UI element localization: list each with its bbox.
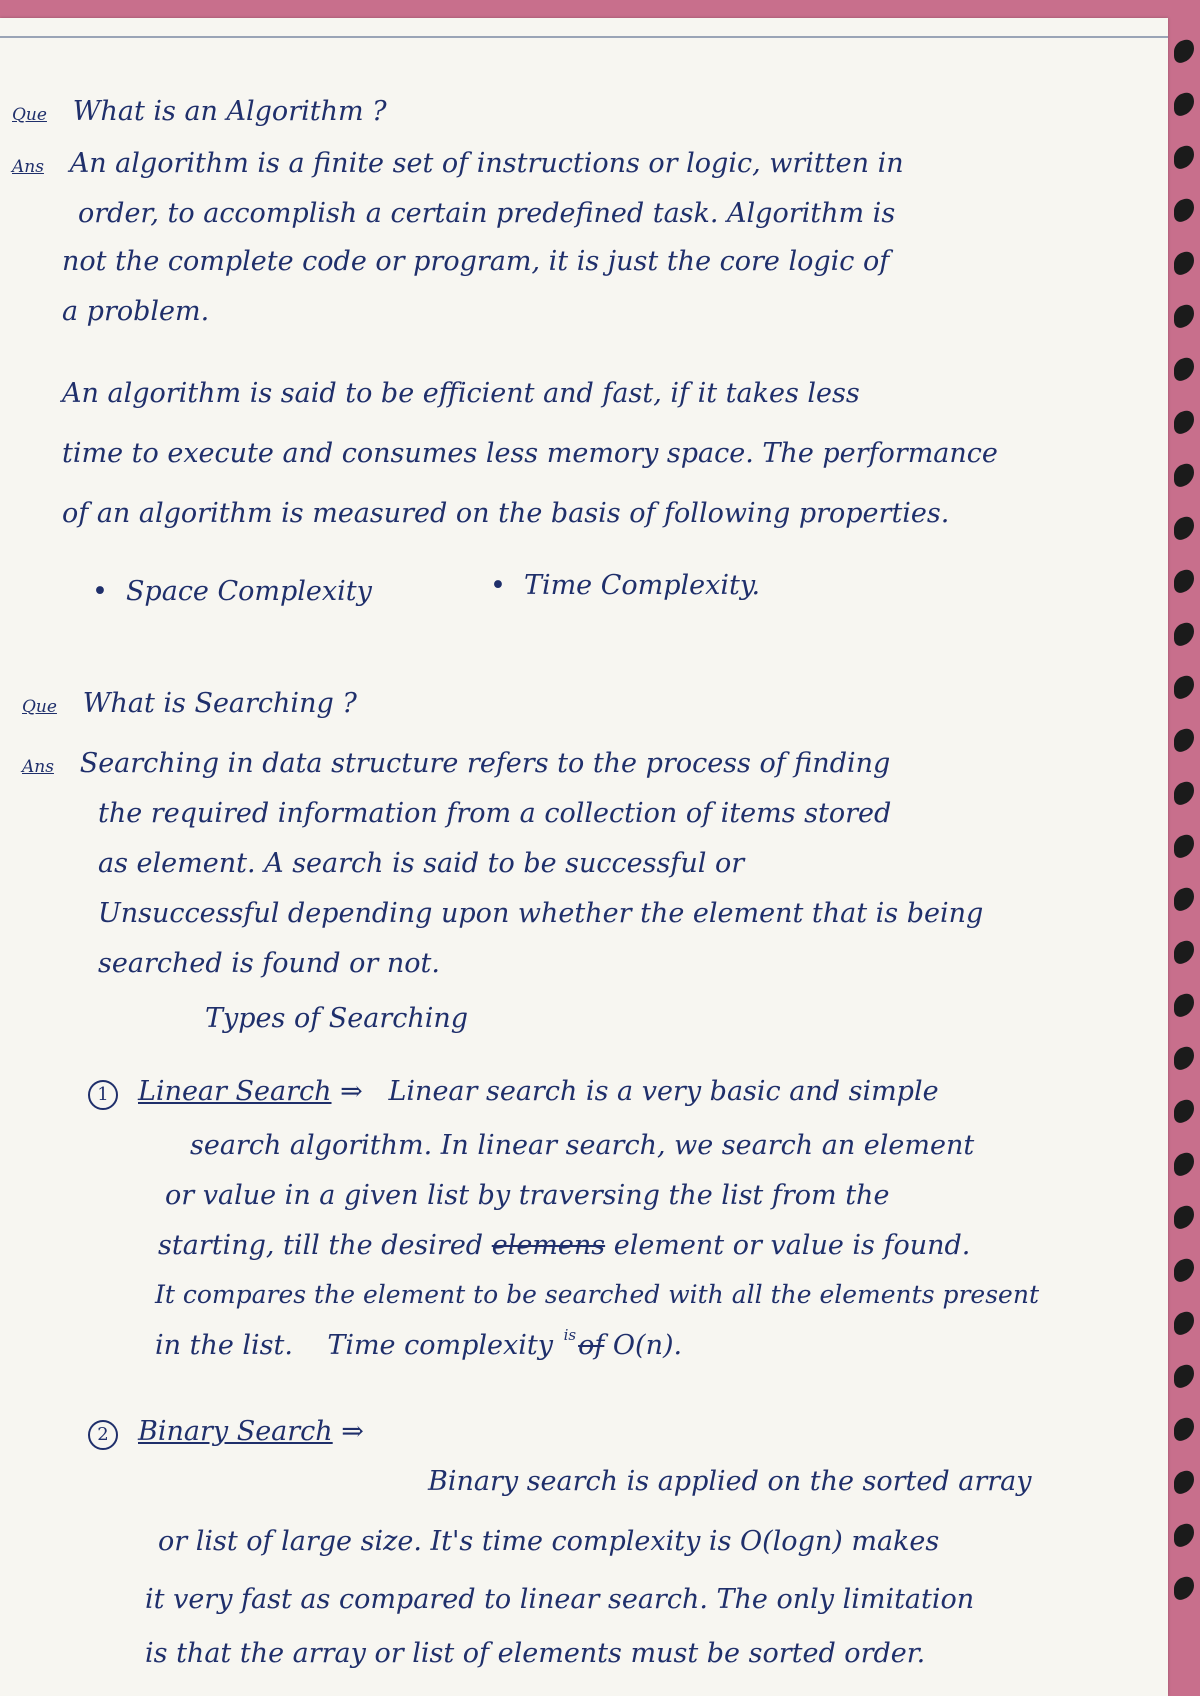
binary-search-title: Binary Search: [138, 1416, 333, 1447]
question-text: What is an Algorithm ?: [72, 96, 387, 127]
binding-ring-icon: [1174, 301, 1194, 330]
time-complexity-value: O(n).: [612, 1330, 683, 1361]
spiral-binding: [1170, 40, 1200, 1680]
answer-tag: Ans: [12, 157, 44, 177]
binding-ring-icon: [1174, 195, 1194, 224]
binary-search-heading: [88, 1416, 364, 1450]
answer-2-line-3: as element. A search is said to be successful or: [98, 848, 745, 879]
answer-2-line-1: [22, 748, 890, 779]
binding-ring-icon: [1174, 1520, 1194, 1549]
notebook-page: [0, 18, 1168, 1696]
bullet-space-complexity: • Space Complexity: [92, 576, 372, 607]
binding-ring-icon: [1174, 407, 1194, 436]
binding-ring-icon: [1174, 778, 1194, 807]
struck-word: elemens: [491, 1230, 606, 1261]
inserted-word: is: [563, 1326, 577, 1344]
binding-ring-icon: [1174, 831, 1194, 860]
linear-line-6: [155, 1326, 683, 1361]
answer-2-line-2: the required information from a collection of items stored: [98, 798, 892, 829]
answer-1-line-4: a problem.: [62, 296, 210, 327]
binary-line-4: is that the array or list of elements must be sorted order.: [145, 1638, 926, 1669]
question-tag: Que: [12, 105, 47, 125]
binding-ring-icon: [1174, 619, 1194, 648]
binding-ring-icon: [1174, 884, 1194, 913]
answer-2-line-5: searched is found or not.: [98, 948, 440, 979]
binding-ring-icon: [1174, 1202, 1194, 1231]
linear-line-4-text: starting, till the desired: [158, 1230, 484, 1261]
binding-ring-icon: [1174, 89, 1194, 118]
binding-ring-icon: [1174, 354, 1194, 383]
binding-ring-icon: [1174, 1096, 1194, 1125]
binding-ring-icon: [1174, 36, 1194, 65]
question-1: [12, 96, 387, 127]
binding-ring-icon: [1174, 1149, 1194, 1178]
answer-1-line-3: not the complete code or program, it is just the core logic of: [62, 246, 890, 277]
binding-ring-icon: [1174, 460, 1194, 489]
linear-search-title: Linear Search: [138, 1076, 332, 1107]
linear-line-6-text: in the list.: [155, 1330, 293, 1361]
types-heading: Types of Searching: [205, 1003, 469, 1034]
binding-ring-icon: [1174, 990, 1194, 1019]
answer-text: An algorithm is a finite set of instructions or logic, written in: [69, 148, 904, 179]
binding-ring-icon: [1174, 1308, 1194, 1337]
answer-1-line-2: order, to accomplish a certain predefined task. Algorithm is: [78, 198, 896, 229]
linear-search-text: Linear search is a very basic and simple: [388, 1076, 939, 1107]
linear-search-heading: [88, 1076, 939, 1110]
answer-text: Searching in data structure refers to the process of finding: [79, 748, 891, 779]
answer-2-line-4: Unsuccessful depending upon whether the element that is being: [98, 898, 984, 929]
linear-line-5: It compares the element to be searched with all the elements present: [155, 1280, 1039, 1309]
question-tag: Que: [22, 697, 57, 717]
paragraph-line-1: An algorithm is said to be efficient and fast, if it takes less: [62, 378, 860, 409]
arrow-icon: ⇒: [340, 1076, 363, 1107]
bullet-time-complexity: • Time Complexity.: [490, 570, 760, 601]
binding-ring-icon: [1174, 1467, 1194, 1496]
binding-ring-icon: [1174, 566, 1194, 595]
binding-ring-icon: [1174, 1255, 1194, 1284]
binding-ring-icon: [1174, 1573, 1194, 1602]
binary-line-3: it very fast as compared to linear search. The only limitation: [145, 1584, 975, 1615]
binding-ring-icon: [1174, 142, 1194, 171]
binding-ring-icon: [1174, 1414, 1194, 1443]
question-2: [22, 688, 357, 719]
binding-ring-icon: [1174, 672, 1194, 701]
time-complexity-label: Time complexity: [327, 1330, 553, 1361]
linear-line-3: or value in a given list by traversing the list from the: [165, 1180, 890, 1211]
binding-ring-icon: [1174, 513, 1194, 542]
binary-line-1: Binary search is applied on the sorted array: [428, 1466, 1032, 1497]
binding-ring-icon: [1174, 248, 1194, 277]
linear-line-2: search algorithm. In linear search, we search an element: [190, 1130, 975, 1161]
struck-word: of: [578, 1330, 605, 1361]
arrow-icon: ⇒: [341, 1416, 364, 1447]
question-text: What is Searching ?: [82, 688, 357, 719]
answer-1-line-1: [12, 148, 904, 179]
linear-line-4: [158, 1230, 970, 1261]
binary-line-2: or list of large size. It's time complexity is O(logn) makes: [158, 1526, 940, 1557]
paragraph-line-2: time to execute and consumes less memory space. The performance: [62, 438, 998, 469]
binding-ring-icon: [1174, 1043, 1194, 1072]
linear-line-4-text-end: element or value is found.: [613, 1230, 971, 1261]
paragraph-line-3: of an algorithm is measured on the basis of following properties.: [62, 498, 950, 529]
binding-ring-icon: [1174, 937, 1194, 966]
answer-tag: Ans: [22, 757, 54, 777]
binding-ring-icon: [1174, 725, 1194, 754]
binding-ring-icon: [1174, 1361, 1194, 1390]
handwritten-notes: [0, 18, 1168, 1696]
number-badge: 2: [88, 1420, 118, 1450]
number-badge: 1: [88, 1080, 118, 1110]
